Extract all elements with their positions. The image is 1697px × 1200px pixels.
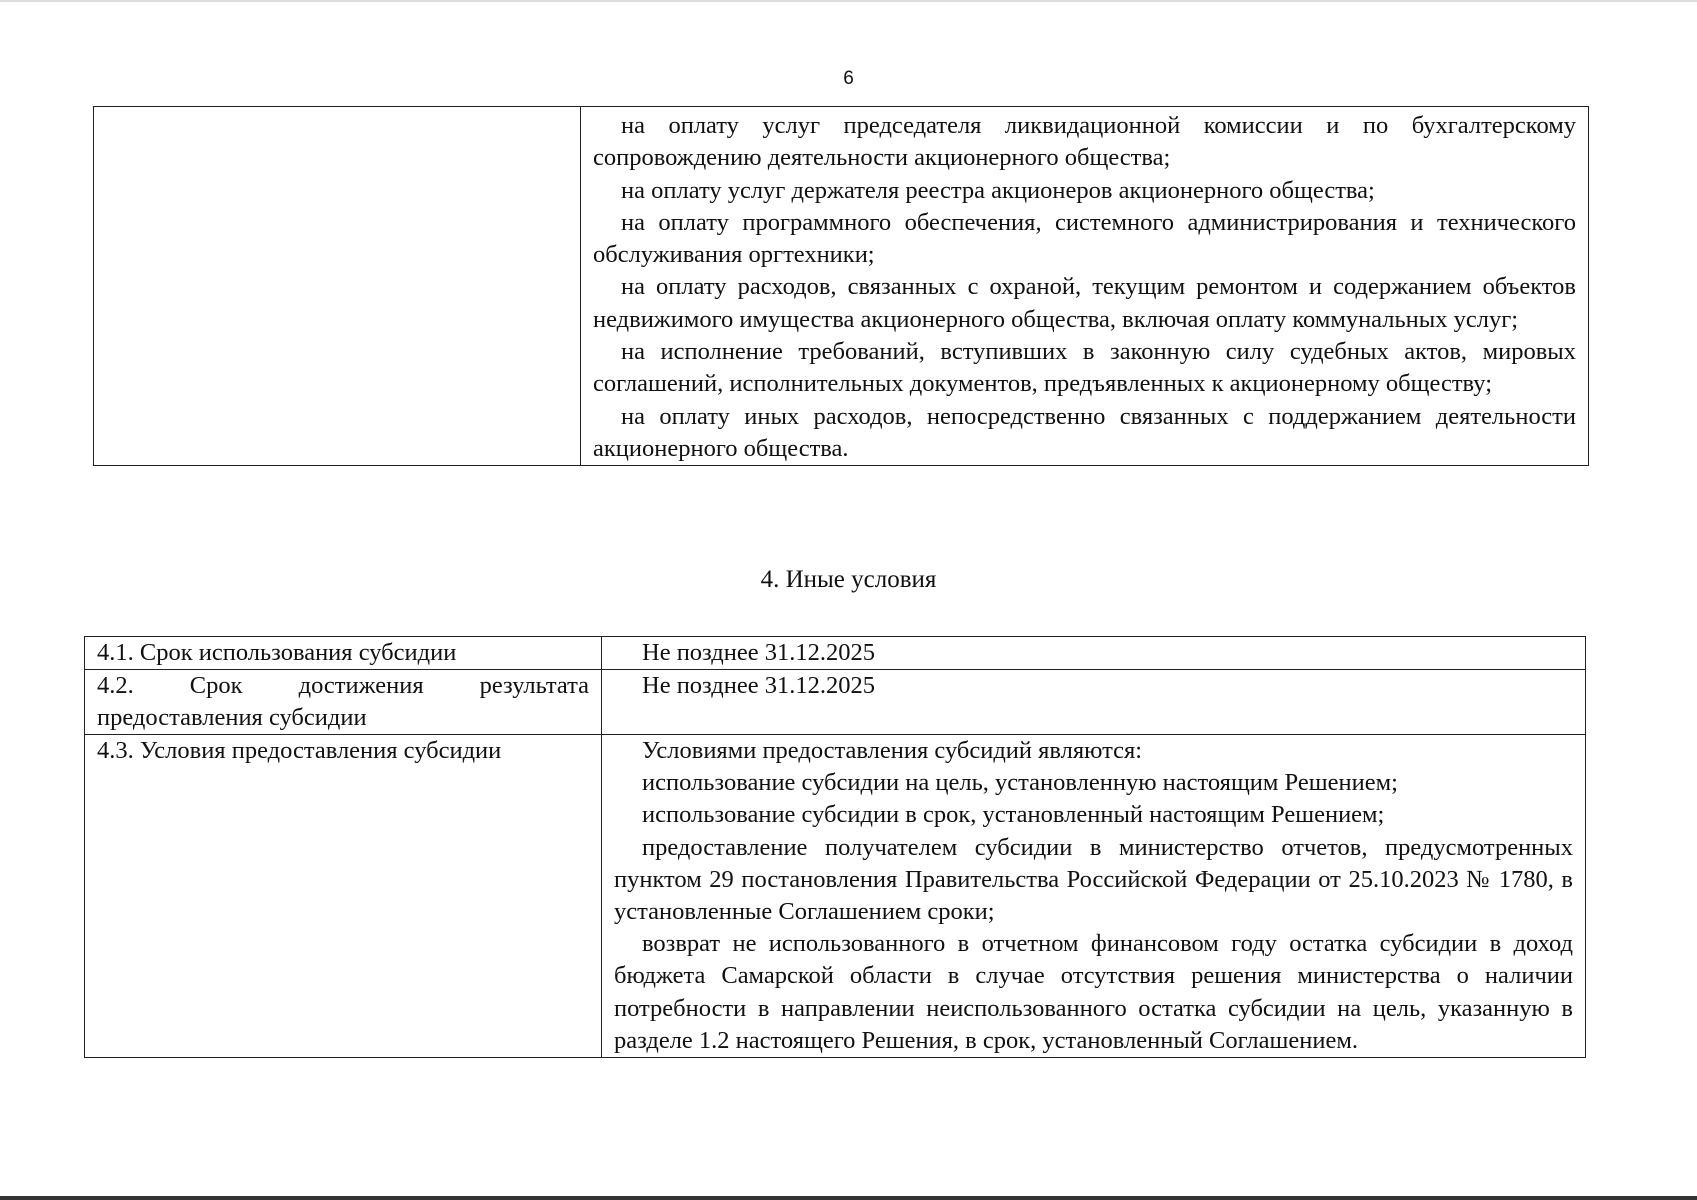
- scan-bottom-edge: [0, 1196, 1697, 1200]
- section-heading: 4. Иные условия: [760, 566, 937, 593]
- expense-item: на оплату услуг держателя реестра акционеров акционерного общества;: [621, 176, 1375, 204]
- page-number: 6: [843, 68, 854, 89]
- condition-item: использование субсидии в срок, установленный настоящим Решением;: [642, 801, 1385, 829]
- expense-item: на оплату иных расходов, непосредственно связанных с поддержанием деятельности акционерного общества.: [593, 402, 1576, 462]
- expenses-table: [93, 106, 1589, 466]
- expense-item: на исполнение требований, вступивших в законную силу судебных актов, мировых соглашений, исполнительных документов, предъявленных к акционерному обществу;: [593, 338, 1576, 398]
- table-row: [85, 637, 1586, 670]
- table-row: [85, 735, 1586, 1058]
- expense-item: на оплату программного обеспечения, системного администрирования и технического обслуживания оргтехники;: [593, 208, 1576, 269]
- scan-top-edge: [0, 0, 1697, 2]
- table-row: [94, 107, 1589, 466]
- condition-item: возврат не использованного в отчетном финансовом году остатка субсидии в доход бюджета Самарской области в случае отсутствия решения министерства о наличии потребности в направлении неиспользованного остатка субсидии на цель, указанную в разделе 1.2 настоящего Решения, в срок, установленный Соглашением.: [614, 930, 1573, 1054]
- condition-item: использование субсидии на цель, установленную настоящим Решением;: [642, 769, 1398, 797]
- expenses-cell: [581, 107, 1589, 466]
- expense-item: на оплату услуг председателя ликвидационной комиссии и по бухгалтерскому сопровождению деятельности акционерного общества;: [593, 112, 1576, 172]
- row-value: Не позднее 31.12.2025: [602, 670, 1586, 735]
- row-label: 4.3. Условия предоставления субсидии: [85, 735, 602, 1058]
- other-conditions-table: [84, 636, 1586, 1058]
- condition-item: Условиями предоставления субсидий являются:: [642, 737, 1143, 764]
- empty-cell: [94, 107, 581, 466]
- row-label: 4.2. Срок достижения результата предоставления субсидии: [85, 670, 602, 735]
- row-value: Не позднее 31.12.2025: [602, 637, 1586, 670]
- conditions-cell: [602, 735, 1586, 1058]
- condition-item: предоставление получателем субсидии в министерство отчетов, предусмотренных пунктом 29 постановления Правительства Российской Федерации от 25.10.2023 № 1780, в установленные Соглашением сроки;: [614, 833, 1573, 926]
- row-label: 4.1. Срок использования субсидии: [85, 637, 602, 670]
- table-row: [85, 670, 1586, 735]
- expense-item: на оплату расходов, связанных с охраной, текущим ремонтом и содержанием объектов недвижимого имущества акционерного общества, включая оплату коммунальных услуг;: [593, 273, 1576, 333]
